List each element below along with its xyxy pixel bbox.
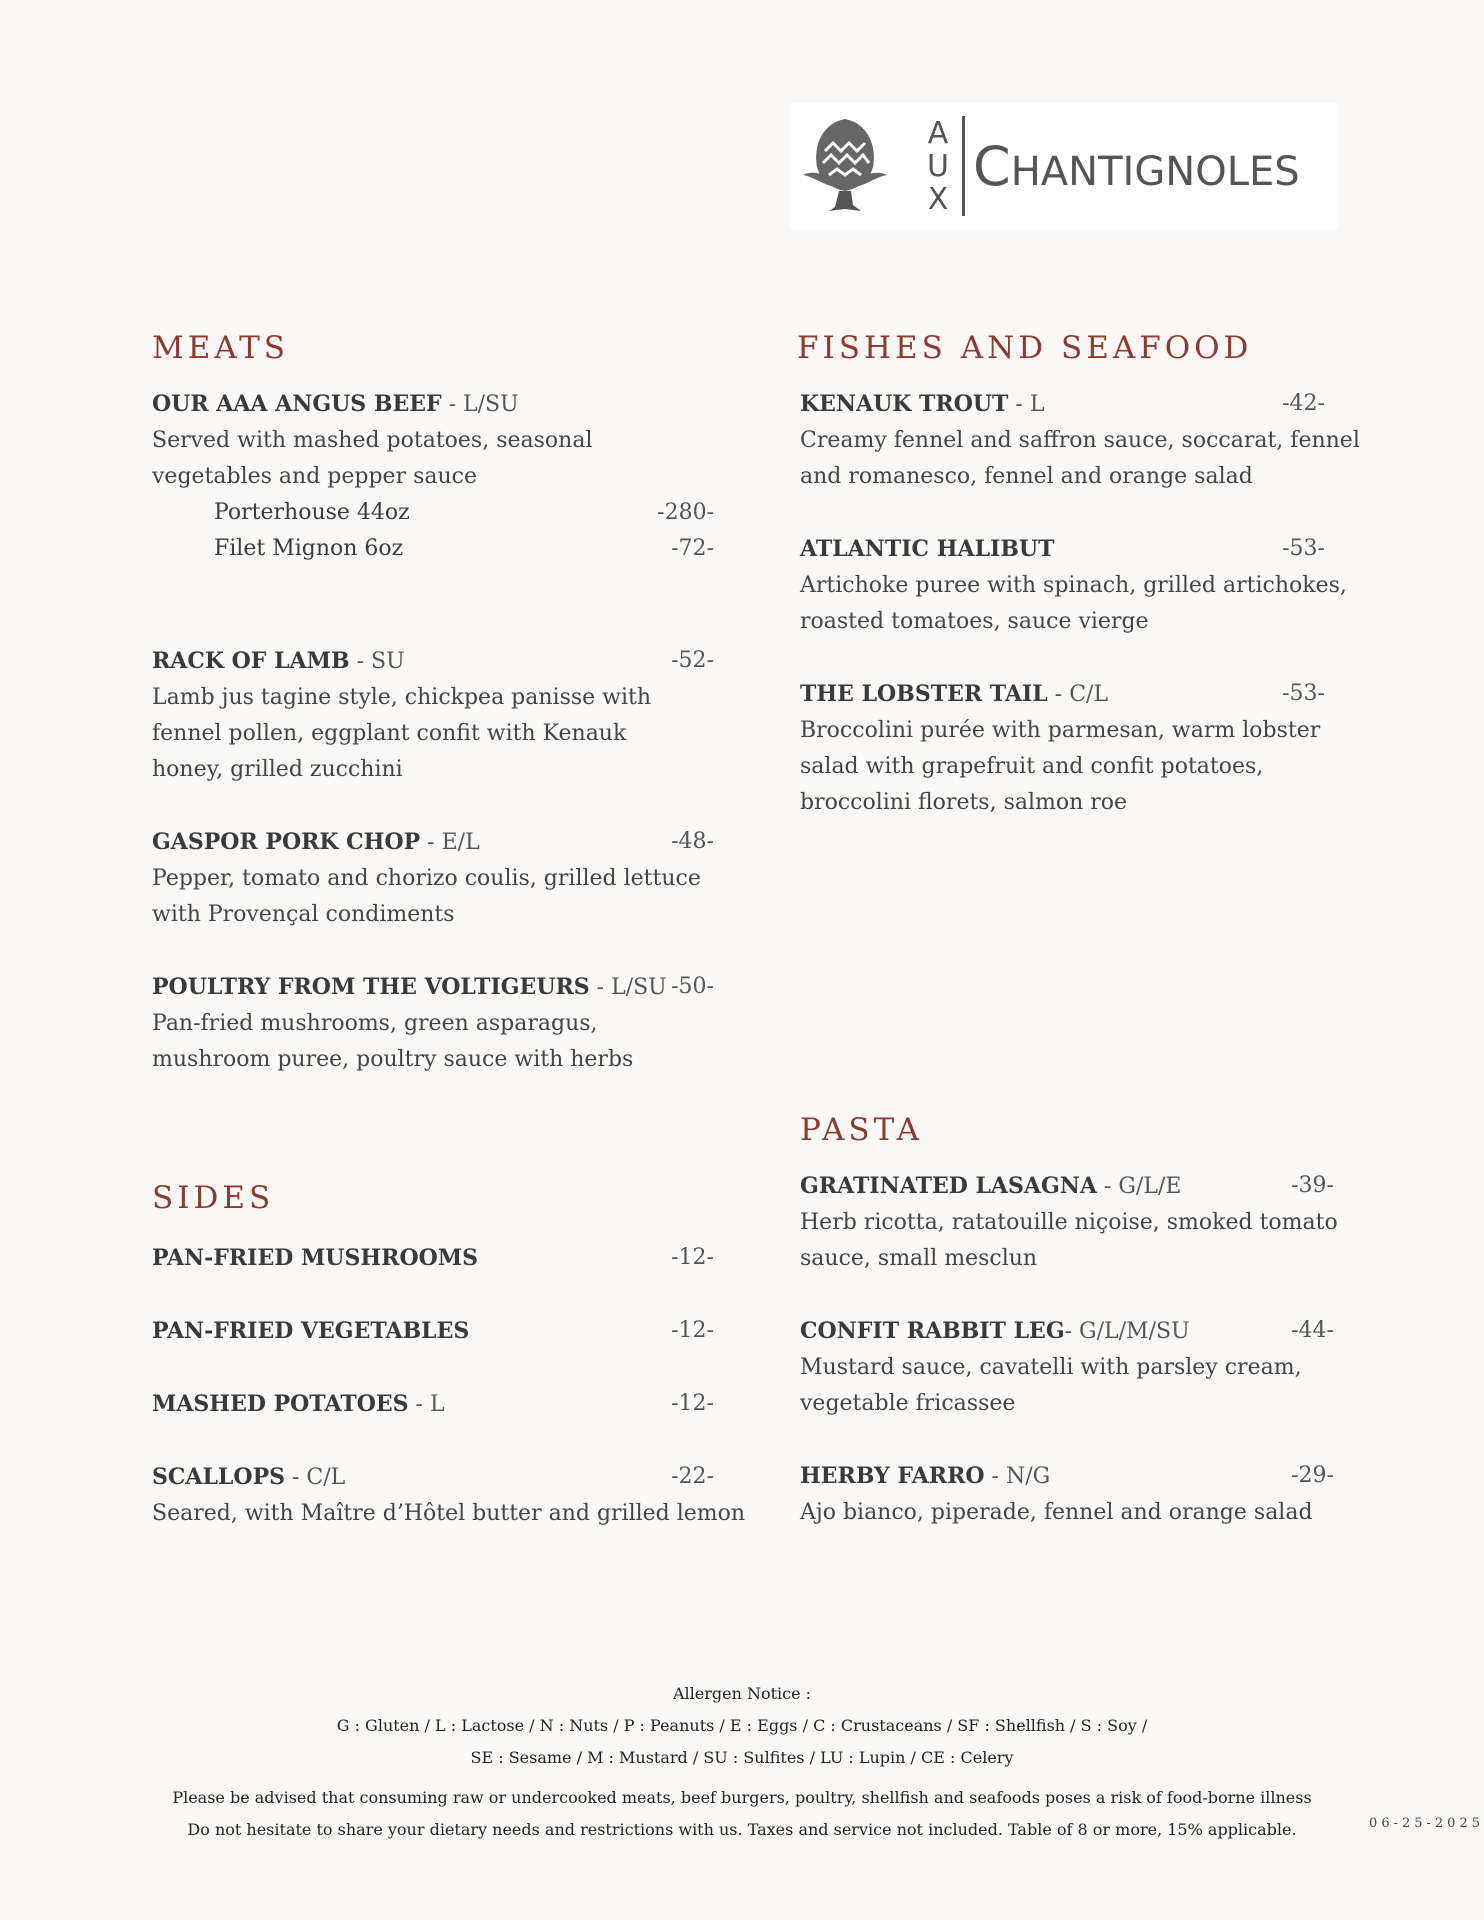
logo-letter: U — [927, 148, 949, 184]
item-name: OUR AAA ANGUS BEEF — [152, 391, 442, 417]
section-title: FISHES AND SEAFOOD — [797, 330, 1253, 366]
logo-letter: X — [927, 181, 949, 217]
fish-section — [797, 330, 1397, 857]
restaurant-logo — [790, 103, 1338, 229]
item-description: Served with mashed potatoes, seasonal vegetables and pepper sauce — [152, 428, 593, 489]
item-price: -29- — [1291, 1463, 1334, 1488]
menu-item — [800, 676, 1397, 821]
item-allergens: - L/SU — [589, 975, 667, 1000]
item-description: Pan-fried mushrooms, green asparagus, mushroom puree, poultry sauce with herbs — [152, 1011, 634, 1072]
cut-label: Filet Mignon 6oz — [214, 536, 404, 561]
item-name: HERBY FARRO — [800, 1463, 985, 1489]
menu-item — [152, 643, 752, 788]
menu-item — [152, 1313, 752, 1350]
item-price: -48- — [671, 829, 714, 854]
item-price: -12- — [671, 1245, 714, 1270]
item-name: POULTRY FROM THE VOLTIGEURS — [152, 974, 590, 1000]
logo-name-rest: HANTIGNOLES — [1010, 148, 1300, 195]
item-price: -39- — [1291, 1173, 1334, 1198]
food-safety-warning: Please be advised that consuming raw or undercooked meats, beef burgers, poultry, shellfish and seafoods poses a risk of food-borne illness — [172, 1788, 1312, 1807]
item-header — [152, 1313, 714, 1350]
menu-item — [152, 1459, 752, 1532]
cut-options — [152, 495, 752, 567]
item-header — [152, 386, 714, 423]
item-name: SCALLOPS — [152, 1464, 285, 1490]
item-header — [800, 531, 1325, 568]
item-price: -12- — [671, 1318, 714, 1343]
section-title: MEATS — [152, 330, 289, 366]
logo-initial: C — [973, 134, 1011, 198]
item-allergens: - C/L — [285, 1465, 346, 1490]
item-name: ATLANTIC HALIBUT — [800, 536, 1055, 562]
item-header — [800, 1458, 1334, 1495]
item-name: PAN-FRIED VEGETABLES — [152, 1318, 470, 1344]
menu-item — [152, 1386, 752, 1423]
item-allergens: - G/L/E — [1096, 1174, 1182, 1199]
section-title: SIDES — [152, 1180, 275, 1216]
item-price: -53- — [1282, 536, 1325, 561]
menu-item — [152, 824, 752, 933]
item-allergens: - E/L — [420, 830, 480, 855]
item-price: -52- — [671, 648, 714, 673]
cut-option — [214, 495, 714, 531]
menu-item — [152, 1240, 752, 1277]
item-price: -44- — [1291, 1318, 1334, 1343]
item-allergens: - C/L — [1047, 682, 1109, 707]
menu-item — [800, 1168, 1400, 1277]
item-header — [800, 386, 1325, 423]
item-description: Broccolini purée with parmesan, warm lobster salad with grapefruit and confit potatoes, broccolini florets, salmon roe — [800, 718, 1321, 815]
item-header — [800, 1168, 1334, 1205]
logo-aux-letters — [918, 117, 958, 216]
item-price: -42- — [1282, 391, 1325, 416]
allergen-notice-title: Allergen Notice : — [672, 1684, 812, 1703]
logo-divider — [962, 116, 965, 216]
item-header — [152, 1386, 714, 1423]
item-description: Mustard sauce, cavatelli with parsley cream, vegetable fricassee — [800, 1355, 1302, 1416]
item-description: Pepper, tomato and chorizo coulis, grilled lettuce with Provençal condiments — [152, 866, 701, 927]
item-name: PAN-FRIED MUSHROOMS — [152, 1245, 479, 1271]
menu-date: 06-25-2025 — [1369, 1816, 1484, 1831]
item-header — [800, 1313, 1334, 1350]
item-header — [152, 1240, 714, 1277]
item-description: Artichoke puree with spinach, grilled artichokes, roasted tomatoes, sauce vierge — [800, 573, 1347, 634]
sides-section — [152, 1180, 752, 1568]
item-description: Herb ricotta, ratatouille niçoise, smoked tomato sauce, small mesclun — [800, 1210, 1338, 1271]
meats-section — [152, 330, 752, 1114]
menu-item — [800, 531, 1397, 640]
item-price: -12- — [671, 1391, 714, 1416]
item-header — [152, 643, 714, 680]
item-price: -50- — [671, 974, 714, 999]
item-allergens: - L — [1008, 392, 1045, 417]
item-price: -22- — [671, 1464, 714, 1489]
fish-emblem-icon — [790, 103, 900, 229]
allergen-list: G : Gluten / L : Lactose / N : Nuts / P : Peanuts / E : Eggs / C : Crustaceans / SF : Shellfish / S : Soy / — [336, 1716, 1148, 1735]
cut-label: Porterhouse 44oz — [214, 500, 410, 525]
pasta-section — [800, 1112, 1400, 1567]
logo-letter: A — [927, 115, 949, 151]
item-allergens: - L/SU — [441, 392, 519, 417]
menu-item — [152, 386, 752, 567]
item-name: CONFIT RABBIT LEG — [800, 1318, 1065, 1344]
item-name: GRATINATED LASAGNA — [800, 1173, 1097, 1199]
item-allergens: - G/L/M/SU — [1064, 1319, 1190, 1344]
item-header — [152, 969, 714, 1006]
cut-price: -280- — [657, 500, 714, 525]
item-description: Ajo bianco, piperade, fennel and orange salad — [800, 1500, 1313, 1525]
cut-price: -72- — [671, 536, 714, 561]
logo-wordmark — [973, 135, 1300, 198]
item-description: Creamy fennel and saffron sauce, soccarat, fennel and romanesco, fennel and orange salad — [800, 428, 1360, 489]
item-price: -53- — [1282, 681, 1325, 706]
item-name: KENAUK TROUT — [800, 391, 1009, 417]
dietary-note: Do not hesitate to share your dietary needs and restrictions with us. Taxes and service not included. Table of 8 or more, 15% applicable. — [187, 1820, 1297, 1839]
item-header — [152, 1459, 714, 1496]
menu-item — [800, 386, 1397, 495]
item-allergens: - N/G — [984, 1464, 1051, 1489]
item-name: GASPOR PORK CHOP — [152, 829, 421, 855]
menu-item — [152, 969, 752, 1078]
section-title: PASTA — [800, 1112, 924, 1148]
item-description: Seared, with Maître d’Hôtel butter and grilled lemon — [152, 1501, 746, 1526]
cut-option — [214, 531, 714, 567]
item-description: Lamb jus tagine style, chickpea panisse with fennel pollen, eggplant confit with Kenauk honey, grilled zucchini — [152, 685, 652, 782]
allergen-list: SE : Sesame / M : Mustard / SU : Sulfites / LU : Lupin / CE : Celery — [470, 1748, 1014, 1767]
item-allergens: - SU — [349, 649, 405, 674]
item-name: MASHED POTATOES — [152, 1391, 409, 1417]
item-name: RACK OF LAMB — [152, 648, 350, 674]
menu-item — [800, 1313, 1400, 1422]
item-header — [152, 824, 714, 861]
item-name: THE LOBSTER TAIL — [800, 681, 1048, 707]
menu-item — [800, 1458, 1400, 1531]
allergen-footer — [0, 1678, 1484, 1846]
item-allergens: - L — [408, 1392, 445, 1417]
item-header — [800, 676, 1325, 713]
